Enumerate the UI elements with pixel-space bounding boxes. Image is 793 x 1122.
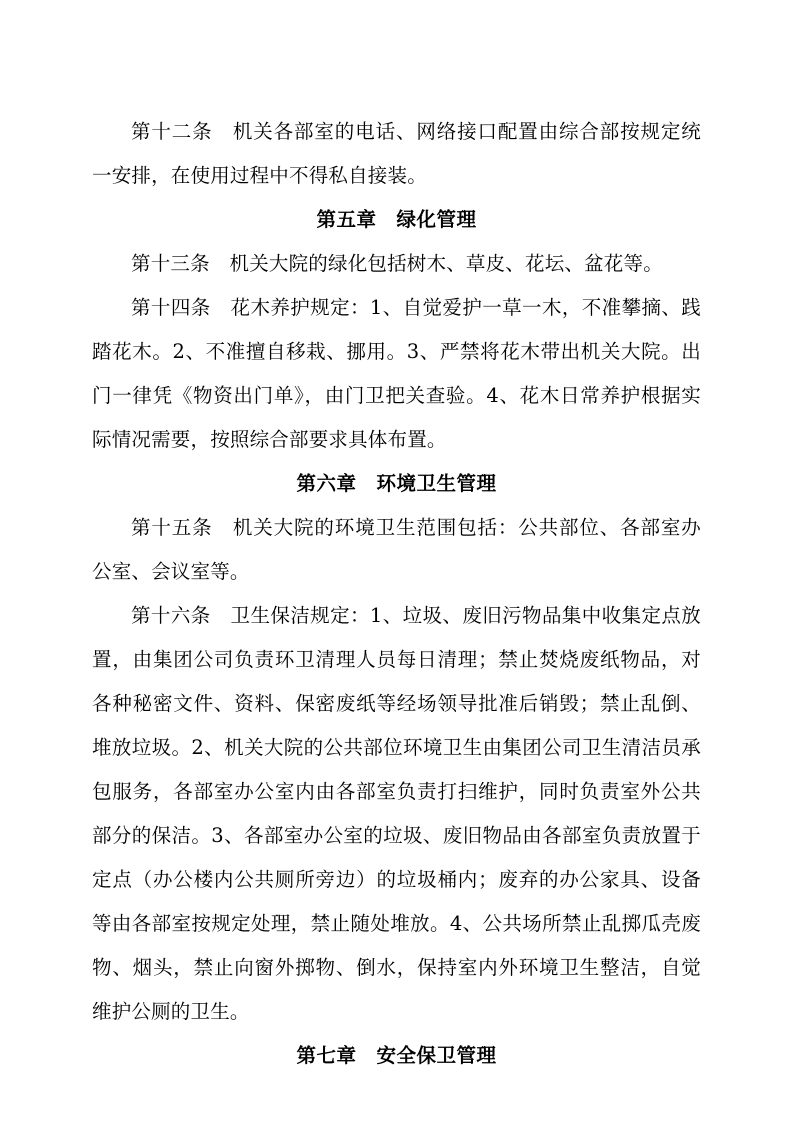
paragraph-article-16: 第十六条 卫生保洁规定：1、垃圾、废旧污物品集中收集定点放置，由集团公司负责环卫清理人员每日清理；禁止焚烧废纸物品，对各种秘密文件、资料、保密废纸等经场领导批准后销毁；禁止乱倒、堆放垃圾。2、机关大院的公共部位环境卫生由集团公司卫生清洁员承包服务，各部室办公室内由各部室负责打扫维护，同时负责室外公共部分的保洁。3、各部室办公室的垃圾、废旧物品由各部室负责放置于定点（办公楼内公共厕所旁边）的垃圾桶内；废弃的办公家具、设备等由各部室按规定处理，禁止随处堆放。4、公共场所禁止乱掷瓜壳废物、烟头，禁止向窗外掷物、倒水，保持室内外环境卫生整洁，自觉维护公厕的卫生。 bbox=[92, 604, 701, 1023]
chapter-heading-7: 第七章 安全保卫管理 bbox=[296, 1044, 497, 1067]
paragraph-article-14: 第十四条 花木养护规定：1、自觉爱护一草一木，不准攀摘、践踏花木。2、不准擅自移栽、挪用。3、严禁将花木带出机关大院。出门一律凭《物资出门单》，由门卫把关查验。4、花木日常养护根据实际情况需要，按照综合部要求具体布置。 bbox=[92, 296, 701, 451]
chapter-heading-5: 第五章 绿化管理 bbox=[316, 208, 477, 231]
chapter-heading-6: 第六章 环境卫生管理 bbox=[296, 472, 497, 495]
paragraph-article-12: 第十二条 机关各部室的电话、网络接口配置由综合部按规定统一安排，在使用过程中不得私自接装。 bbox=[92, 120, 701, 187]
paragraph-article-13: 第十三条 机关大院的绿化包括树木、草皮、花坛、盆花等。 bbox=[131, 252, 663, 275]
paragraph-article-15: 第十五条 机关大院的环境卫生范围包括：公共部位、各部室办公室、会议室等。 bbox=[92, 516, 701, 583]
document-body bbox=[92, 110, 701, 1078]
